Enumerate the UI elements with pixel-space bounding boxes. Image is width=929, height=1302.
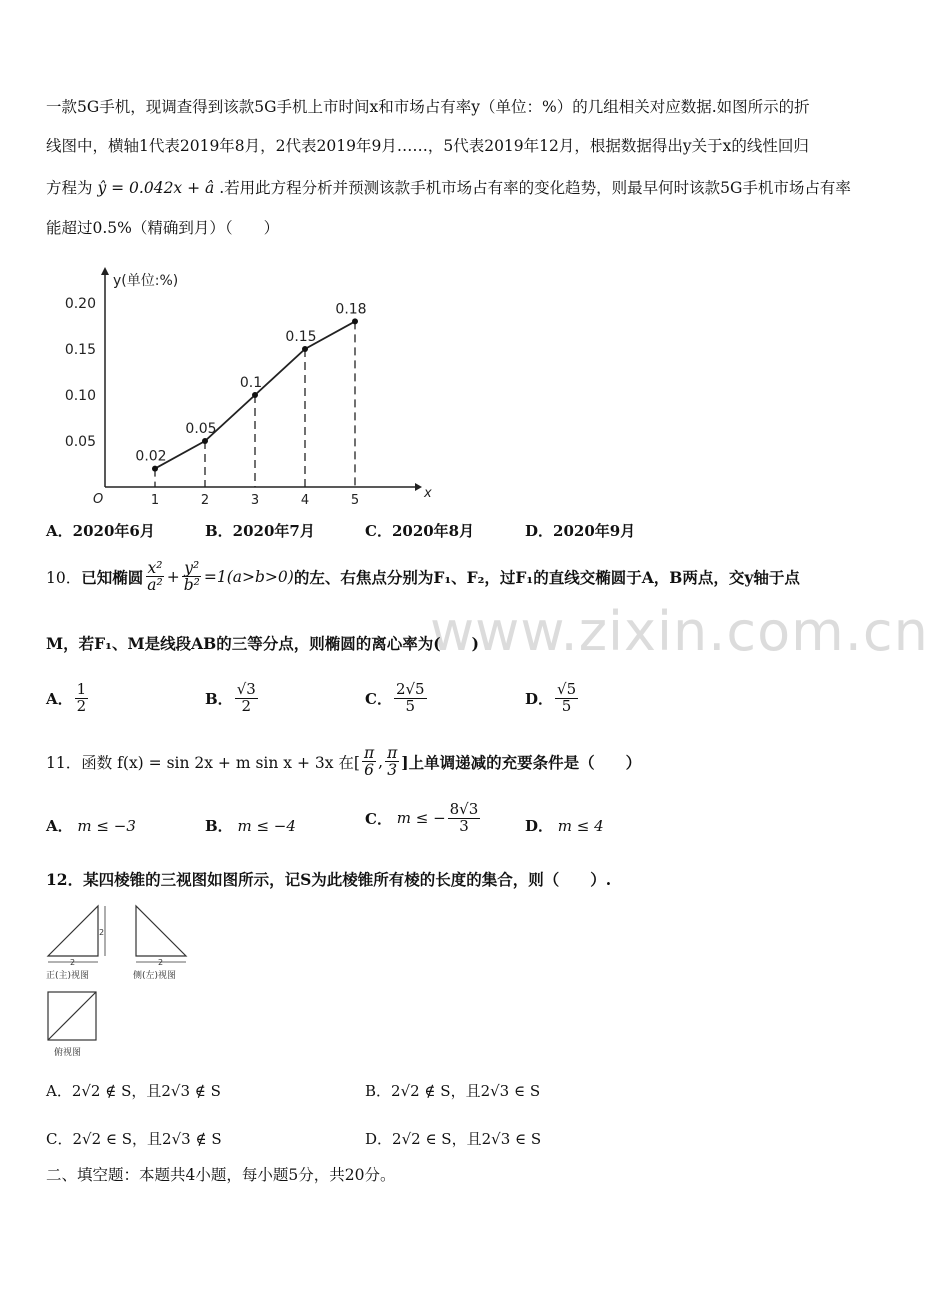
data-label: 0.15 xyxy=(285,329,317,345)
q12-text: 12．某四棱锥的三视图如图所示，记S为此棱锥所有棱的长度的集合，则（ ）. xyxy=(46,870,612,889)
side-view xyxy=(136,906,186,962)
data-label: 0.02 xyxy=(135,448,167,465)
q9-option-b[interactable]: B．2020年7月 xyxy=(205,522,315,540)
q11-text-a: 函数 f(x) = sin 2x + m sin x + 3x 在[ xyxy=(81,753,360,772)
interval-end-frac: $\frac{\pi}{3}$ xyxy=(387,744,398,780)
q9-option-a[interactable]: A．2020年6月 xyxy=(46,522,155,540)
three-view-drawing xyxy=(40,898,200,1063)
top-view xyxy=(48,992,96,1040)
side-view-label: 侧(左)视图 xyxy=(133,971,177,981)
q9-line1: 一款5G手机，现调查得到该款5G手机上市时间x和市场占有率y（单位：%）的几组相关对应数据.如图所示的折 xyxy=(46,98,810,116)
q11-option-a[interactable]: A． m ≤ −3 xyxy=(46,817,136,835)
side-width-dim: 2 xyxy=(158,958,164,967)
q11-option-b[interactable]: B． m ≤ −4 xyxy=(205,817,296,835)
q11-number: 11． xyxy=(46,753,82,772)
q9-line4: 能超过0.5%（精确到月）（ ） xyxy=(46,219,280,237)
y-axis-label: y(单位:%) xyxy=(113,273,179,289)
interval-start-frac: $\frac{\pi}{6}$ xyxy=(363,744,375,780)
top-view-label: 俯视图 xyxy=(54,1048,82,1058)
q10-line2: M，若F₁、M是线段AB的三等分点，则椭圆的离心率为( ) xyxy=(46,634,479,653)
front-view-label: 正(主)视图 xyxy=(46,971,90,981)
ellipse-eq-rest: =1(a>b>0) xyxy=(203,567,294,586)
data-label: 0.18 xyxy=(335,301,367,318)
q10-option-c[interactable]: C． $\frac{2√5}{5}$ xyxy=(365,680,425,715)
x-tick-label: 3 xyxy=(250,493,260,508)
origin-label: O xyxy=(93,492,104,507)
x-tick-label: 5 xyxy=(350,493,360,508)
q11-option-d[interactable]: D． m ≤ 4 xyxy=(525,817,604,835)
data-label: 0.1 xyxy=(239,375,263,391)
q12-option-b[interactable]: B．2√2 ∉ S，且2√3 ∈ S xyxy=(365,1082,541,1100)
x-axis-label: x xyxy=(424,486,432,501)
q11-option-c[interactable]: C． m ≤ − $\frac{8√3}{3}$ xyxy=(365,800,479,835)
data-point xyxy=(202,438,208,444)
front-width-dim: 2 xyxy=(70,958,76,967)
watermark: www.zixin.com.cn xyxy=(430,600,929,663)
q10-number: 10． xyxy=(46,568,82,587)
market-share-line-chart xyxy=(60,265,430,510)
q11-text-b: ]上单调递减的充要条件是（ ） xyxy=(401,752,642,772)
q12-option-d[interactable]: D．2√2 ∈ S，且2√3 ∈ S xyxy=(365,1130,542,1148)
q10-text-b: 的左、右焦点分别为F₁、F₂，过F₁的直线交椭圆于A，B两点，交y轴于点 xyxy=(293,567,800,587)
data-point xyxy=(352,318,358,324)
q10-line1: 10． 已知椭圆 $\frac{\text{x²}}{\text{a²}}$ + $\frac{\text{y²}}{\text{b²}}$ =1(a>b>0) 的左、右焦点分别为F₁、F₂，过F₁的直线交椭圆于A，B两点，交y轴于点 xyxy=(46,559,800,595)
q9-option-d[interactable]: D．2020年9月 xyxy=(525,522,636,540)
q10-option-d[interactable]: D． $\frac{√5}{5}$ xyxy=(525,680,577,715)
front-height-dim: 2 xyxy=(99,928,105,937)
y-tick-label: 0.05 xyxy=(64,434,96,450)
front-view xyxy=(48,906,105,962)
q11-line: 11． 函数 f(x) = sin 2x + m sin x + 3x 在[ $\frac{\pi}{6}$ , $\frac{\pi}{3}$ ]上单调递减的充要条件是（ ） xyxy=(46,744,642,780)
data-point xyxy=(152,466,158,472)
q12-option-a[interactable]: A．2√2 ∉ S，且2√3 ∉ S xyxy=(46,1082,221,1100)
data-point xyxy=(252,392,258,398)
y-axis-arrow xyxy=(101,267,109,275)
q9-line2: 线图中，横轴1代表2019年8月，2代表2019年9月……，5代表2019年12月，根据数据得出y关于x的线性回归 xyxy=(46,137,809,155)
ellipse-frac-y: $\frac{\text{y²}}{\text{b²}}$ xyxy=(183,559,200,595)
x-tick-label: 4 xyxy=(300,493,310,508)
q10-option-b[interactable]: B． $\frac{√3}{2}$ xyxy=(205,680,256,715)
q10-option-a[interactable]: A． $\frac{1}{2}$ xyxy=(46,680,87,715)
q9-line3-post: .若用此方程分析并预测该款手机市场占有率的变化趋势，则最早何时该款5G手机市场占有率 xyxy=(219,179,851,197)
x-tick-label: 1 xyxy=(150,493,160,508)
x-tick-label: 2 xyxy=(200,493,210,508)
ellipse-frac-x: $\frac{\text{x²}}{\text{a²}}$ xyxy=(147,559,163,595)
q12-option-c[interactable]: C．2√2 ∈ S，且2√3 ∉ S xyxy=(46,1130,222,1148)
q9-line3 xyxy=(46,176,851,198)
y-tick-label: 0.10 xyxy=(64,388,96,404)
y-tick-label: 0.20 xyxy=(64,296,96,312)
q9-line3-pre: 方程为 xyxy=(46,179,93,197)
q9-option-c[interactable]: C．2020年8月 xyxy=(365,522,475,540)
x-axis-arrow xyxy=(415,483,422,491)
data-label: 0.05 xyxy=(185,421,217,437)
y-tick-label: 0.15 xyxy=(64,342,96,358)
q10-text-a: 已知椭圆 xyxy=(81,567,144,587)
data-point xyxy=(302,346,308,352)
regression-equation: ŷ = 0.042x + â xyxy=(97,179,215,197)
section-2-heading: 二、填空题：本题共4小题，每小题5分，共20分。 xyxy=(46,1166,396,1184)
